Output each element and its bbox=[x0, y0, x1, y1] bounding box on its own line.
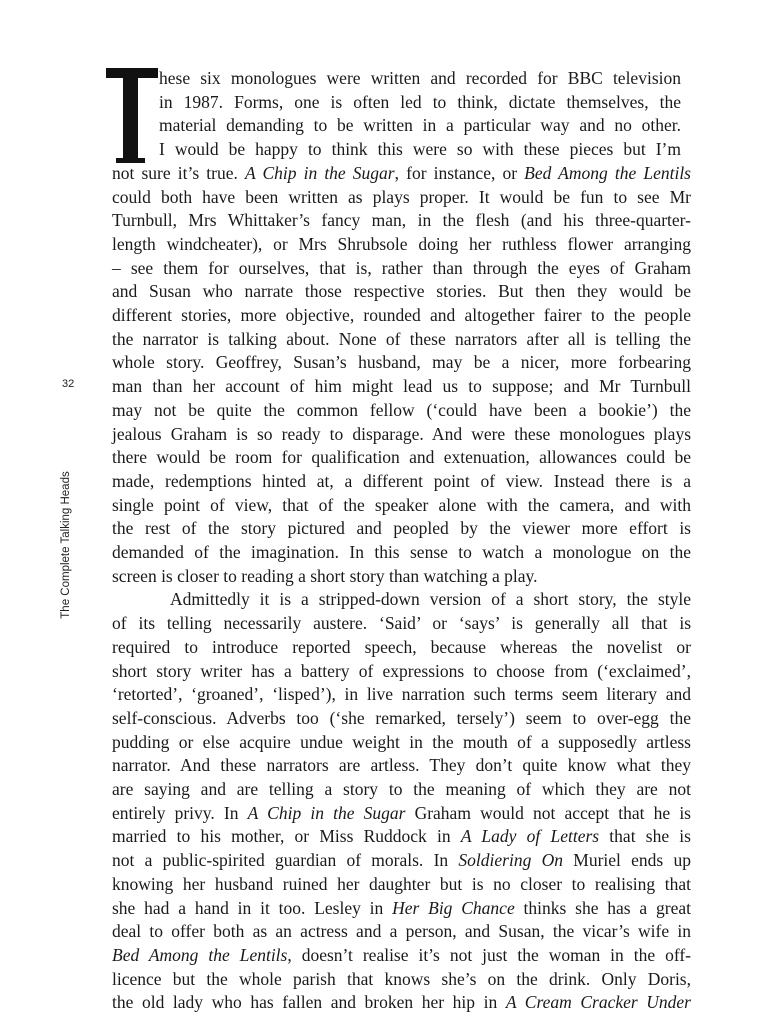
text-line: deal to offer both as an actress and a person, and Susan, the vicar’s wife in bbox=[112, 921, 691, 942]
text-line: not sure it’s true. A Chip in the Sugar, for instance, or Bed Among the Lentils bbox=[112, 162, 691, 183]
text-line: licence but the whole parish that knows she’s on the drink. Only Doris, bbox=[112, 968, 691, 989]
text-line: the old lady who has fallen and broken her hip in A Cream Cracker Under bbox=[112, 992, 691, 1013]
text-line: I would be happy to think this were so with these pieces but I’m bbox=[159, 139, 681, 160]
text-line: ‘retorted’, ‘groaned’, ‘lisped’), in live narration such terms seem literary and bbox=[112, 684, 691, 705]
text-line: jealous Graham is so ready to disparage. And were these monologues plays bbox=[112, 423, 691, 444]
drop-cap-t bbox=[106, 68, 158, 164]
text-line: material demanding to be written in a particular way and no other. bbox=[159, 115, 681, 136]
text-line: required to introduce reported speech, because whereas the novelist or bbox=[112, 636, 691, 657]
text-line: are saying and are telling a story to the meaning of which they are not bbox=[112, 779, 691, 799]
text-line: demanded of the imagination. In this sense to watch a monologue on the bbox=[112, 542, 691, 562]
text-line: she had a hand in it too. Lesley in Her Big Chance thinks she has a great bbox=[112, 897, 691, 918]
text-line: Bed Among the Lentils, doesn’t realise it’s not just the woman in the off- bbox=[112, 944, 691, 965]
text-line: screen is closer to reading a short story than watching a play. bbox=[112, 565, 538, 586]
text-line: married to his mother, or Miss Ruddock in A Lady of Letters that she is bbox=[112, 826, 691, 847]
text-line: length windcheater), or Mrs Shrubsole doing her ruthless flower arranging bbox=[112, 233, 691, 254]
text-line: the rest of the story pictured and peopled by the viewer more effort is bbox=[112, 518, 691, 539]
text-line: short story writer has a battery of expressions to choose from (‘exclaimed’, bbox=[112, 660, 691, 681]
text-line: entirely privy. In A Chip in the Sugar Graham would not accept that he is bbox=[112, 802, 691, 823]
text-line: of its telling necessarily austere. ‘Said’ or ‘says’ is generally all that is bbox=[112, 613, 691, 634]
text-line: made, redemptions hinted at, a different point of view. Instead there is a bbox=[112, 470, 691, 491]
text-line: and Susan who narrate those respective stories. But then they would be bbox=[112, 281, 691, 302]
text-line: Turnbull, Mrs Whittaker’s fancy man, in the flesh (and his three-quarter- bbox=[112, 210, 691, 231]
text-line: the narrator is talking about. None of these narrators after all is telling the bbox=[112, 328, 691, 349]
text-line: man than her account of him might lead us to suppose; and Mr Turnbull bbox=[112, 376, 691, 397]
text-line: different stories, more objective, rounded and altogether fairer to the people bbox=[112, 305, 691, 325]
text-line: pudding or else acquire undue weight in the mouth of a supposedly artless bbox=[112, 731, 691, 752]
text-line: – see them for ourselves, that is, rather than through the eyes of Graham bbox=[112, 257, 691, 278]
drop-cap-stem bbox=[123, 74, 138, 162]
text-line: not a public-spirited guardian of morals. In Soldiering On Muriel ends up bbox=[112, 850, 691, 871]
running-head-text: The Complete Talking Heads bbox=[60, 471, 72, 619]
text-line: in 1987. Forms, one is often led to think, dictate themselves, the bbox=[159, 91, 681, 112]
text-line: there would be room for qualification and extenuation, allowances could be bbox=[112, 447, 691, 468]
text-line: may not be quite the common fellow (‘could have been a bookie’) the bbox=[112, 399, 691, 420]
text-line: could both have been written as plays proper. It would be fun to see Mr bbox=[112, 186, 691, 207]
text-line: single point of view, that of the speaker alone with the camera, and with bbox=[112, 494, 691, 515]
text-line: hese six monologues were written and recorded for BBC television bbox=[159, 68, 681, 88]
text-line: Admittedly it is a stripped-down version of a short story, the style bbox=[170, 589, 691, 610]
text-line: narrator. And these narrators are artless. They don’t quite know what they bbox=[112, 755, 691, 776]
text-line: whole story. Geoffrey, Susan’s husband, may be a nicer, more forbearing bbox=[112, 352, 691, 373]
text-line: self-conscious. Adverbs too (‘she remarked, tersely’) seem to over-egg the bbox=[112, 707, 691, 728]
text-line: knowing her husband ruined her daughter but is no closer to realising that bbox=[112, 873, 691, 894]
page-number: 32 bbox=[62, 378, 75, 390]
